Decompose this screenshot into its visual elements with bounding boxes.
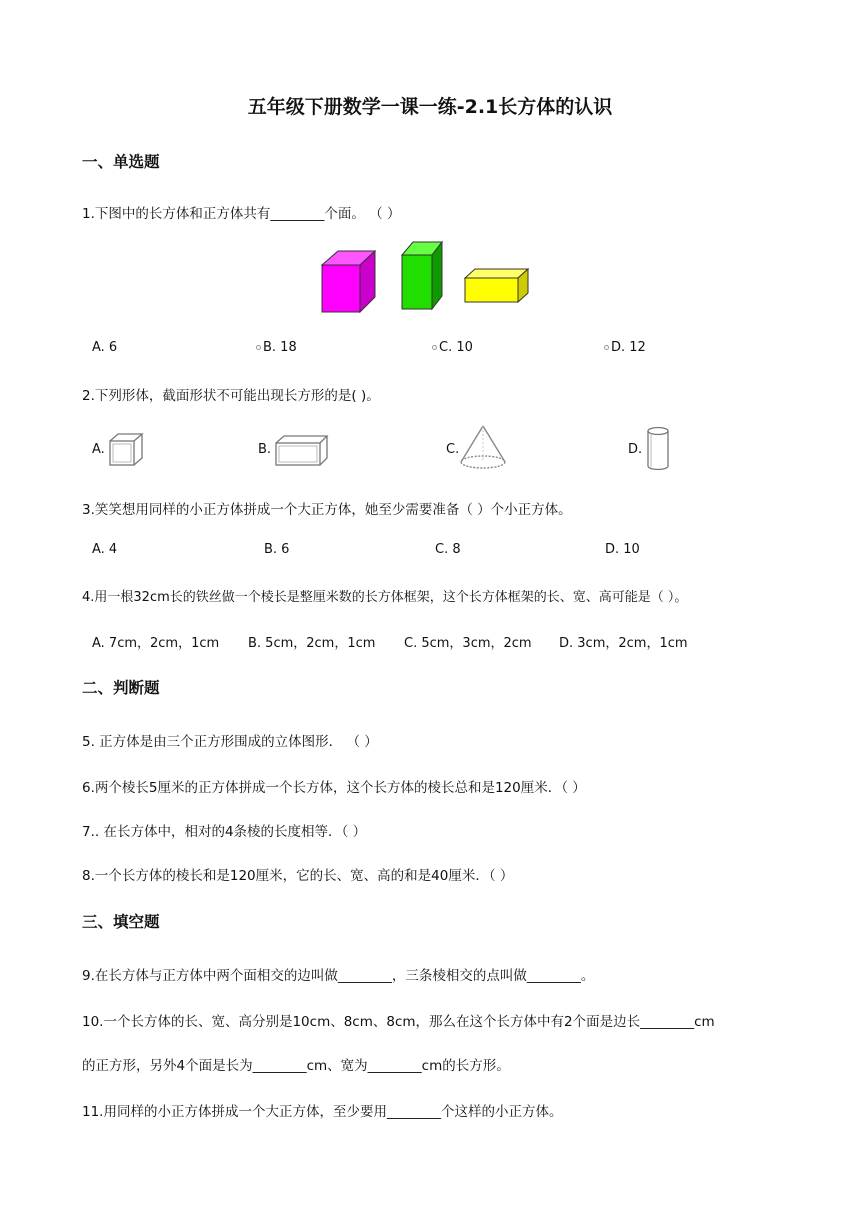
- question-8-text: 8.一个长方体的棱长和是120厘米，它的长、宽、高的和是40厘米．（ ）: [82, 868, 514, 884]
- question-6-text: 6.两个棱长5厘米的正方体拼成一个长方体，这个长方体的棱长总和是120厘米．（ ）: [82, 780, 586, 796]
- q3-option-d[interactable]: D. 10: [605, 542, 640, 557]
- cube-icon: [108, 432, 144, 468]
- q2-option-a[interactable]: A.: [92, 442, 105, 457]
- question-9-text: 9.在长方体与正方体中两个面相交的边叫做________，三条棱相交的点叫做________。: [82, 968, 595, 984]
- cone-icon: [458, 424, 508, 470]
- question-4-text: 4.用一根32cm长的铁丝做一个棱长是整厘米数的长方体框架，这个长方体框架的长、宽、高可能是（ ）。: [82, 590, 688, 605]
- question-5-text: 5. 正方体是由三个正方形围成的立体图形． （ ）: [82, 734, 378, 750]
- q3-option-a[interactable]: A. 4: [92, 542, 118, 557]
- question-11-text: 11.用同样的小正方体拼成一个大正方体，至少要用________个这样的小正方体。: [82, 1104, 563, 1120]
- q2-option-d[interactable]: D.: [628, 442, 643, 457]
- q4-option-d[interactable]: D. 3cm，2cm，1cm: [559, 636, 688, 651]
- question-3-text: 3.笑笑想用同样的小正方体拼成一个大正方体，她至少需要准备（ ）个小正方体。: [82, 502, 572, 518]
- question-10-line-2: 的正方形，另外4个面是长为________cm、宽为________cm的长方形。: [82, 1058, 510, 1074]
- page-title: 五年级下册数学一课一练-2.1长方体的认识: [247, 96, 613, 118]
- magenta-cube: [322, 251, 375, 312]
- cuboid-icon: [274, 434, 330, 468]
- q1-option-b-label: B. 18: [263, 340, 297, 355]
- q1-option-b[interactable]: [256, 340, 297, 355]
- section-heading-single-choice: 一、单选题: [82, 153, 160, 171]
- yellow-cuboid: [465, 269, 528, 302]
- q1-boxes-illustration: [318, 238, 543, 318]
- question-7-text: 7.. 在长方体中，相对的4条棱的长度相等．（ ）: [82, 824, 367, 840]
- q4-option-a[interactable]: A. 7cm，2cm，1cm: [92, 636, 220, 651]
- q1-option-c-label: C. 10: [439, 340, 473, 355]
- radio-icon: [432, 345, 437, 350]
- section-heading-true-false: 二、判断题: [82, 679, 160, 697]
- radio-icon: [256, 345, 261, 350]
- radio-icon: [604, 345, 609, 350]
- green-cuboid: [402, 242, 442, 309]
- question-10-line-1: 10.一个长方体的长、宽、高分别是10cm、8cm、8cm，那么在这个长方体中有2个面是边长________cm: [82, 1014, 715, 1030]
- q2-option-b[interactable]: B.: [258, 442, 272, 457]
- question-1-text: 1.下图中的长方体和正方体共有________个面。 （ ）: [82, 206, 401, 222]
- q4-option-c[interactable]: C. 5cm，3cm，2cm: [404, 636, 532, 651]
- question-2-text: 2.下列形体，截面形状不可能出现长方形的是( )。: [82, 388, 380, 404]
- section-heading-fill-blank: 三、填空题: [82, 913, 160, 931]
- q2-option-c[interactable]: C.: [446, 442, 460, 457]
- q1-option-d-label: D. 12: [611, 340, 646, 355]
- q3-option-b[interactable]: B. 6: [264, 542, 290, 557]
- cylinder-icon: [646, 426, 670, 472]
- q1-option-c[interactable]: [432, 340, 473, 355]
- q1-option-d[interactable]: [604, 340, 646, 355]
- q3-option-c[interactable]: C. 8: [435, 542, 461, 557]
- q4-option-b[interactable]: B. 5cm，2cm，1cm: [248, 636, 376, 651]
- q1-option-a[interactable]: A. 6: [92, 340, 118, 355]
